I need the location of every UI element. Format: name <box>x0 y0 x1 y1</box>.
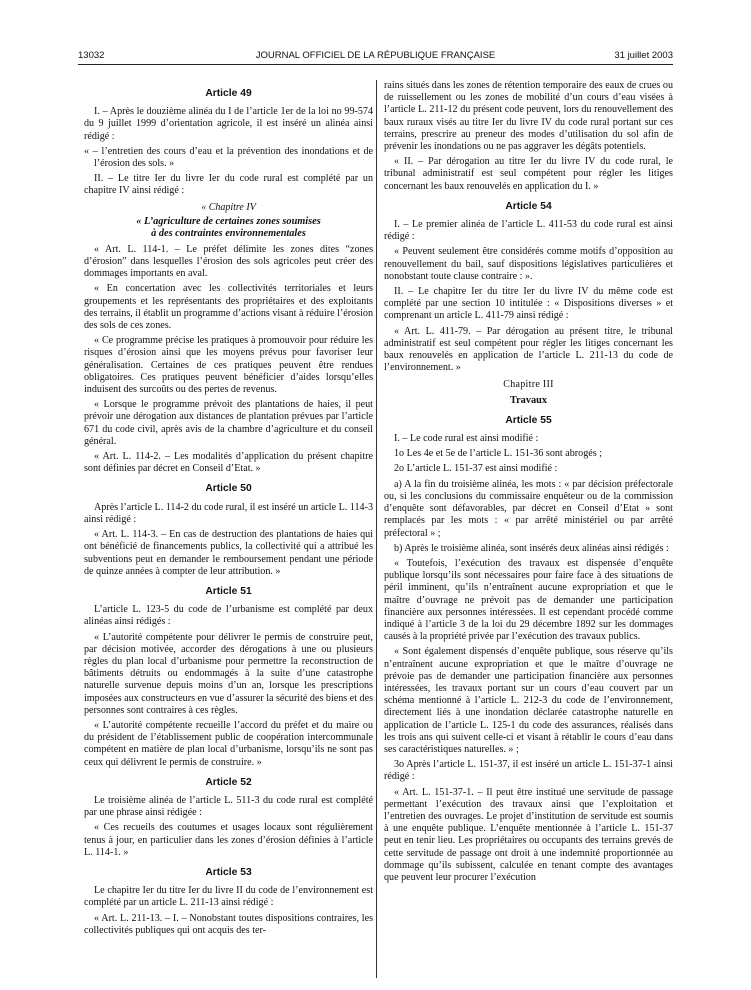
paragraph: « En concertation avec les collectivités territoriales et leurs groupements et les représentants des propriétaires et des exploitants des terrains, il établit un programme d’actions visant à réduire l’érosion des sols de ces zones. <box>84 283 373 332</box>
paragraph: a) A la fin du troisième alinéa, les mots : « par décision préfectorale ou, si les conclusions du commissaire enquêteur ou de la commission d’enquête sont défavorables, par décret en Conseil d’Etat » sont remplacés par les mots : « par arrêté ministériel ou par arrêté préfectoral » ; <box>384 478 673 539</box>
article-49-heading: Article 49 <box>205 88 252 99</box>
chapter-title-line: à des contraintes environnementales <box>151 227 306 239</box>
chapter-title: Travaux <box>510 394 547 406</box>
paragraph: « L’autorité compétente pour délivrer le permis de construire peut, par décision motivée, accorder des dérogations à une ou plusieurs règles du plan local d’urbanisme pour permettre la reconstruction de bâtiments détruits ou endommagés à la suite d’une catastrophe naturelle survenue depuis moins d’un an, lorsque les prescriptions imposées aux constructeurs en vue d’assurer la sécurité des biens et des personnes sont contraires à ces règles. <box>84 631 373 716</box>
paragraph: « Lorsque le programme prévoit des plantations de haies, il peut prévoir une dérogation aux distances de plantation prévues par l’article 671 du code civil, après avis de la chambre d’agriculture et du conseil général. <box>84 399 373 447</box>
running-header <box>78 50 673 65</box>
paragraph: II. – Le titre Ier du livre Ier du code rural est complété par un chapitre IV ainsi rédigé : <box>84 173 373 197</box>
publication-date: 31 juillet 2003 <box>614 50 673 61</box>
paragraph: « Ce programme précise les pratiques à promouvoir pour réduire les risques d’érosion ainsi que les moyens prévus pour favoriser leur généralisation. Certaines de ces pratiques peuvent être rendues obligatoires. Ces pratiques peuvent bénéficier d’aides lorsqu’elles induisent des surcoûts ou des pertes de revenus. <box>84 335 373 396</box>
chapter-title <box>84 216 373 240</box>
page-number: 13032 <box>78 50 105 61</box>
chapter-title-line: « L’agriculture de certaines zones soumises <box>136 215 321 227</box>
paragraph: « Art. L. 114-1. – Le préfet délimite les zones dites “zones d’érosion” dans lesquelles l’érosion des sols agricoles peut créer des dommages importants en aval. <box>84 243 373 280</box>
paragraph: « Art. L. 114-2. – Les modalités d’application du présent chapitre sont définies par décret en Conseil d’Etat. » <box>84 451 373 475</box>
paragraph: « Art. L. 211-13. – I. – Nonobstant toutes dispositions contraires, les collectivités publiques qui ont acquis des ter- <box>84 912 373 936</box>
paragraph: « II. – Par dérogation au titre Ier du livre IV du code rural, le tribunal administratif est seul compétent pour régler les litiges concernant les baux renouvelés en application du I. » <box>384 156 673 192</box>
paragraph: 1o Les 4e et 5e de l’article L. 151-36 sont abrogés ; <box>394 448 602 460</box>
paragraph: Le troisième alinéa de l’article L. 511-3 du code rural est complété par une phrase ainsi rédigée : <box>84 794 373 819</box>
chapter-label: « Chapitre IV <box>201 201 256 213</box>
paragraph: « Art. L. 114-3. – En cas de destruction des plantations de haies qui ont bénéficié de financements publics, la collectivité qui a attribué les subventions peut en demander le remboursement pendant une période de quinze années à compter de leur attribution. » <box>84 529 373 577</box>
paragraph: II. – Le chapitre Ier du titre Ier du livre IV du même code est complété par une section 10 intitulée : « Dispositions diverses » et comprenant un article L. 411-79 ainsi rédigé : <box>384 286 673 322</box>
article-51-heading: Article 51 <box>205 585 252 597</box>
paragraph: Après l’article L. 114-2 du code rural, il est inséré un article L. 114-3 ainsi rédigé : <box>84 501 373 525</box>
article-54-heading: Article 54 <box>505 200 552 212</box>
paragraph: b) Après le troisième alinéa, sont insérés deux alinéas ainsi rédigés : <box>394 542 669 554</box>
paragraph: 3o Après l’article L. 151-37, il est inséré un article L. 151-37-1 ainsi rédigé : <box>384 759 673 783</box>
paragraph: Le chapitre Ier du titre Ier du livre II du code de l’environnement est complété par un article L. 211-13 ainsi rédigé : <box>84 885 373 909</box>
journal-title: JOURNAL OFFICIEL DE LA RÉPUBLIQUE FRANÇAISE <box>255 50 496 61</box>
chapter-label: Chapitre III <box>503 379 554 391</box>
right-column <box>384 80 673 887</box>
paragraph: rains situés dans les zones de rétention temporaire des eaux de crues ou de ruissellement ou les zones de mobilité d’un cours d’eau visées à l’article L. 211-12 du présent code peuvent, lors du renouvellement des baux ruraux visés au titre Ier du livre IV du code rural portant sur ces terrains, prescrire au preneur des modes d’utilisation du sol afin de prévenir les inondations ou ne pas aggraver les dégâts potentiels. <box>384 80 673 153</box>
article-50-heading: Article 50 <box>205 483 252 495</box>
article-55-heading: Article 55 <box>505 414 552 426</box>
column-divider <box>376 80 377 978</box>
paragraph: « Art. L. 411-79. – Par dérogation au présent titre, le tribunal administratif est seul compétent pour régler les litiges concernant les baux renouvelés en application de l’article L. 211-13 du code de l’environnement. » <box>384 325 673 374</box>
paragraph: « – l’entretien des cours d’eau et la prévention des inondations et de l’érosion des sols. » <box>84 145 373 170</box>
paragraph: « Sont également dispensés d’enquête publique, sous réserve qu’ils n’entraînent aucune expropriation et que le maître d’ouvrage ne prévoie pas de demander une participation financière aux personnes intéressées, les travaux portant sur un cours d’eau couvert par un schéma mentionné à l’article L. 212-3 du code de l’environnement, directement liés à une inondation déclarée catastrophe naturelle en application de l’article L. 125-1 du code des assurances, réalisés dans les trois ans qui suivent celle-ci et visant à rétablir le cours d’eau dans ses caractéristiques naturelles. » ; <box>384 646 673 755</box>
article-53-heading: Article 53 <box>205 866 252 878</box>
paragraph: « Ces recueils des coutumes et usages locaux sont régulièrement tenus à jour, en particulier dans les zones d’érosion définies à l’article L. 114-1. » <box>84 822 373 858</box>
paragraph: « L’autorité compétente recueille l’accord du préfet et du maire ou du président de l’établissement public de coopération intercommunale compétent en matière de plan local d’urbanisme, lorsqu’ils ne sont pas ceux qui délivrent le permis de construire. » <box>84 719 373 768</box>
paragraph: I. – Le premier alinéa de l’article L. 411-53 du code rural est ainsi rédigé : <box>384 219 673 243</box>
article-52-heading: Article 52 <box>205 776 252 788</box>
paragraph: L’article L. 123-5 du code de l’urbanisme est complété par deux alinéas ainsi rédigés : <box>84 604 373 628</box>
paragraph: « Peuvent seulement être considérés comme motifs d’opposition au renouvellement du bail, sauf dispositions législatives particulières et nonobstant toute clause contraire : ». <box>384 246 673 282</box>
paragraph: I. – Après le douzième alinéa du I de l’article 1er de la loi no 99-574 du 9 juillet 1999 d’orientation agricole, il est inséré un alinéa ainsi rédigé : <box>84 106 373 142</box>
paragraph: I. – Le code rural est ainsi modifié : <box>394 433 539 445</box>
paragraph: « Art. L. 151-37-1. – Il peut être institué une servitude de passage permettant l’exécution des travaux ainsi que l’exploitation et l’entretien des ouvrages. Le projet d’institution de servitude est soumis à une enquête publique. L’enquête mentionnée à l’article L. 151-37 peut en tenir lieu. Les propriétaires ou occupants des terrains grevés de cette servitude de passage ont droit à une indemnité proportionnée au dommage qu’ils subissent, calculée en tenant compte des avantages que peuvent leur procurer l’exécution <box>384 786 673 883</box>
paragraph: 2o L’article L. 151-37 est ainsi modifié : <box>394 463 558 475</box>
left-column <box>84 80 373 940</box>
paragraph: « Toutefois, l’exécution des travaux est dispensée d’enquête publique lorsqu’ils sont nécessaires pour faire face à des situations de péril imminent, qu’ils n’entraînent aucune expropriation et que le maître d’ouvrage ne prévoit pas de demander une participation financière aux personnes intéressées. Il est cependant procédé comme indiqué à l’article 3 de la loi du 29 décembre 1892 sur les dommages causés à la propriété privée par l’exécution des travaux publics. <box>384 557 673 643</box>
